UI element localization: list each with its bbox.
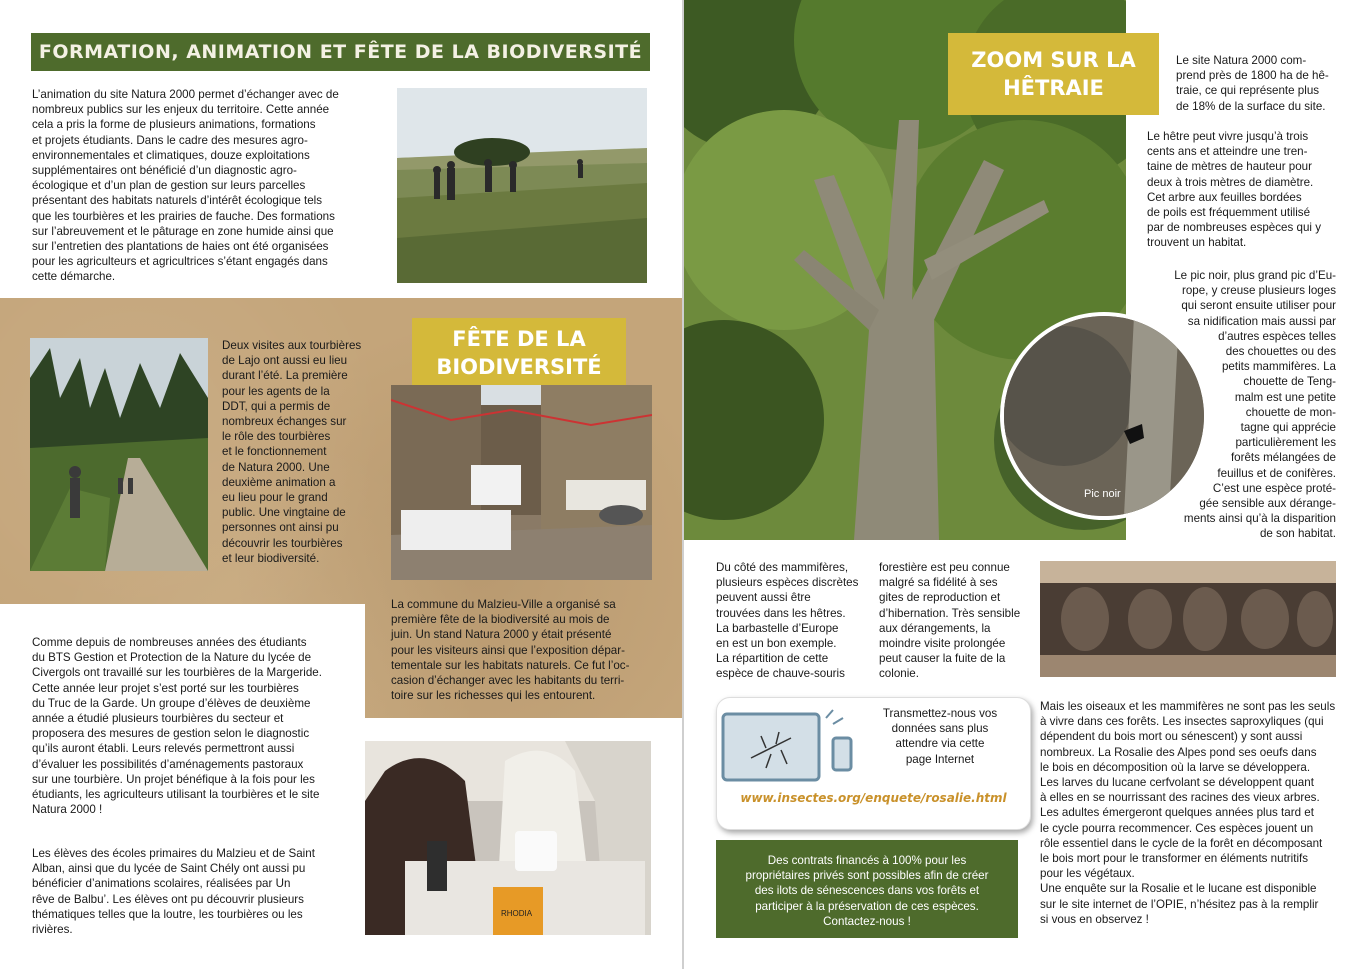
- text-line: découvrir les tourbières: [222, 536, 343, 550]
- text-line: C’est une espèce proté-: [1212, 481, 1336, 495]
- text-line: données sans plus: [891, 722, 989, 736]
- bats-photo: [1040, 561, 1336, 677]
- text-line: sa nidification mais aussi par: [1187, 314, 1336, 328]
- hikers-photo: [397, 88, 647, 283]
- text-line: et leur biodiversité.: [222, 551, 320, 565]
- contracts-callout: [716, 840, 1018, 938]
- text-line: Transmettez-nous vos: [882, 707, 998, 720]
- text-line: qui seront ensuite utiliser pour: [1181, 299, 1336, 313]
- text-line: par de nombreuses espèces qui y: [1147, 221, 1322, 235]
- text-line: eu lieu pour le grand: [222, 491, 328, 505]
- text-line: trouvent un habitat.: [1147, 236, 1247, 250]
- text-line: première fête de la biodiversité au mois de: [391, 613, 610, 627]
- text-line: que les tourbières et les prairies de fauche. Des formations: [32, 209, 335, 223]
- text-line: cents ans et atteindre une tren-: [1147, 145, 1308, 159]
- text-line: pour les agriculteurs et agricultrices s’étant engagés dans: [32, 255, 328, 269]
- text-line: Les adultes émergeront quelques années plus tard et: [1040, 806, 1314, 820]
- text-line: Les larves du lucane cerfvolant se développent quant: [1040, 776, 1314, 790]
- text-line: malgré sa fidélité à ses: [879, 576, 998, 590]
- text-line: feuillus et de conifères.: [1217, 466, 1336, 480]
- rosalie-survey-card[interactable]: [716, 697, 1031, 830]
- pic-noir-caption: Pic noir: [1084, 488, 1121, 500]
- text-line: durant l’été. La première: [222, 369, 348, 383]
- text-line: taine de mètres de hauteur pour: [1147, 160, 1312, 174]
- text-line: malm est une petite: [1234, 390, 1336, 404]
- text-line: et projets étudiants. Dans le cadre des mesures agro-: [32, 133, 308, 147]
- text-line: Le hêtre peut vivre jusqu’à trois: [1147, 130, 1309, 143]
- text-line: tagne qui apprécie: [1240, 421, 1336, 435]
- fete-title-box: [412, 318, 626, 388]
- text-line: Du côté des mammifères,: [716, 561, 849, 574]
- text-line: d’hibernation. Très sensible: [879, 606, 1021, 620]
- mammals-col2: [879, 560, 1028, 682]
- text-line: en est un bon exemple.: [716, 637, 837, 651]
- text-line: de son habitat.: [1259, 527, 1336, 541]
- lajo-path-photo: [30, 338, 208, 571]
- text-line: nombreux publics sur les enjeux du territoire. Cette année: [32, 103, 330, 117]
- text-line: La répartition de cette: [716, 652, 829, 666]
- text-line: présentant des habitats naturels d’intérêt écologique tels: [32, 194, 323, 208]
- text-line: nombreux. La Rosalie des Alpes pond ses oeufs dans: [1040, 745, 1317, 759]
- text-line: gée sensible aux dérange-: [1199, 497, 1336, 511]
- text-line: à vivre dans ces forêts. Les insectes saproxyliques (qui: [1040, 715, 1324, 729]
- text-line: tementale sur les habitats naturels. Ce fut l’oc-: [391, 658, 630, 672]
- text-line: moindre visite prolongée: [879, 637, 1006, 651]
- contracts-callout-text: [716, 853, 1018, 929]
- text-line: rêve de Balbu’. Les élèves ont pu découvrir plusieurs: [32, 892, 304, 906]
- text-line: Une enquête sur la Rosalie et le lucane est disponible: [1040, 882, 1317, 896]
- text-line: colonie.: [879, 667, 919, 681]
- zoom-title-box: [948, 33, 1159, 115]
- text-line: le bois mort pour le transformer en éléments nutritifs: [1040, 852, 1309, 866]
- fete-title-line2: BIODIVERSITÉ: [436, 355, 602, 379]
- text-line: La commune du Malzieu-Ville a organisé sa: [391, 598, 616, 611]
- text-line: des ilots de sénescences dans vos forêts et: [754, 884, 980, 898]
- text-line: DDT, qui a permis de: [222, 399, 331, 413]
- text-line: cela a pris la forme de plusieurs animations, formations: [32, 118, 316, 132]
- text-line: Cet arbre aux feuilles bordées: [1147, 190, 1302, 204]
- computer-insect-icon: [721, 708, 861, 788]
- text-line: personnes ont ainsi pu: [222, 521, 339, 535]
- text-line: forêts mélangées de: [1230, 451, 1336, 465]
- text-line: des chouettes ou des: [1225, 345, 1336, 359]
- text-line: d’autres espèces telles: [1218, 329, 1336, 343]
- text-line: deuxième animation a: [222, 475, 336, 489]
- text-line: de poils est fréquemment utilisé: [1147, 206, 1311, 220]
- text-line: d’évaluer les possibilités d’aménagements pastoraux: [32, 757, 304, 771]
- text-line: petits mammifères. La: [1221, 360, 1336, 374]
- text-line: Contactez-nous !: [823, 914, 911, 928]
- text-line: casion d’échanger avec les habitants du terri-: [391, 674, 625, 688]
- text-line: ments ainsi qu’à la disparition: [1183, 512, 1336, 526]
- text-line: espèce de chauve-souris: [716, 667, 845, 681]
- text-line: chouette de Teng-: [1243, 375, 1336, 389]
- text-line: pour les agents de la: [222, 384, 330, 398]
- text-line: de 18% de la surface du site.: [1176, 99, 1326, 113]
- text-line: Mais les oiseaux et les mammifères ne sont pas les seuls: [1040, 700, 1336, 713]
- text-line: public. Une vingtaine de: [222, 506, 346, 520]
- text-line: La barbastelle d’Europe: [716, 621, 839, 635]
- text-line: propriétaires privés sont possibles afin de créer: [745, 869, 989, 883]
- text-line: sur l’abreuvement et le pâturage en zone humide ainsi que: [32, 224, 334, 238]
- text-line: trouvées dans les hêtres.: [716, 606, 846, 620]
- text-line: Civergols ont travaillé sur les tourbières de la Margeride.: [32, 666, 322, 680]
- text-line: attendre via cette: [895, 737, 985, 751]
- text-line: qu’ils auront établi. Leurs relevés permettront aussi: [32, 742, 295, 756]
- text-line: et le fonctionnement: [222, 445, 327, 459]
- text-line: page Internet: [905, 752, 975, 766]
- text-line: proposera des mesures de gestion selon le diagnostic: [32, 727, 310, 741]
- students-microscope-photo: [365, 741, 651, 935]
- text-line: bénéficier d’animations scolaires, réalisées par Un: [32, 877, 291, 891]
- text-line: sur l’entretien des plantations de haies ont été organisées: [32, 240, 329, 254]
- text-line: Cette année leur projet s’est porté sur les tourbières: [32, 681, 299, 695]
- text-line: cette démarche.: [32, 270, 116, 284]
- section-heading: FORMATION, ANIMATION ET FÊTE DE LA BIODIVERSITÉ: [38, 41, 643, 63]
- text-line: sur une tourbière. Un projet bénéfique à la fois pour les: [32, 772, 315, 786]
- text-line: si vous en observez !: [1040, 912, 1149, 926]
- text-line: traie, ce qui représente plus: [1176, 84, 1320, 98]
- lajo-paragraph: [222, 338, 365, 566]
- fete-village-photo: [391, 385, 652, 580]
- text-line: Les élèves des écoles primaires du Malzieu et de Saint: [32, 847, 315, 860]
- text-line: Natura 2000 !: [32, 803, 103, 817]
- text-line: Le pic noir, plus grand pic d’Eu-: [1174, 269, 1336, 282]
- hetraie-beech-paragraph: [1147, 129, 1336, 251]
- text-line: toire sur les richesses qui les entourent.: [391, 689, 596, 703]
- text-line: forestière est peu connue: [879, 561, 1010, 574]
- text-line: aux dérangements, la: [879, 621, 991, 635]
- white-inset-2: [365, 718, 682, 740]
- insects-paragraph: [1040, 699, 1336, 927]
- pic-noir-photo: [1000, 312, 1208, 520]
- notebook-label: RHODIA: [501, 909, 533, 918]
- text-line: prend près de 1800 ha de hê-: [1176, 69, 1329, 83]
- mammals-col1: [716, 560, 866, 682]
- text-line: rivières.: [32, 923, 73, 937]
- text-line: du Truc de la Garde. Un groupe d’élèves de deuxième: [32, 696, 311, 710]
- text-line: nombreux échanges sur: [222, 415, 347, 429]
- text-line: année a étudié plusieurs tourbières du secteur et: [32, 712, 284, 726]
- text-line: pour les visiteurs ainsi que l’exposition dépar-: [391, 643, 625, 657]
- text-line: deux à trois mètres de diamètre.: [1147, 175, 1314, 189]
- hetraie-intro-paragraph: [1176, 53, 1336, 114]
- text-line: participer à la préservation de ces espèces.: [755, 899, 979, 913]
- text-line: Le site Natura 2000 com-: [1176, 54, 1307, 67]
- text-line: juin. Un stand Natura 2000 y était présenté: [391, 628, 612, 642]
- text-line: à elles en se nourrissant des racines des vieux arbres.: [1040, 791, 1320, 805]
- text-line: Comme depuis de nombreuses années des étudiants: [32, 636, 307, 649]
- section-heading-band: [31, 33, 650, 71]
- schools-paragraph: [32, 846, 341, 937]
- text-line: le bois en décomposition où la larve se développera.: [1040, 760, 1311, 774]
- text-line: gites de reproduction et: [879, 591, 1001, 605]
- text-line: étudiants, les agriculteurs utilisant la tourbières et le site: [32, 788, 320, 802]
- text-line: environnementales et climatiques, douze exploitations: [32, 148, 310, 162]
- intro-paragraph: [32, 87, 365, 285]
- text-line: rôle essentiel dans le cycle de la forêt en décomposant: [1040, 836, 1323, 850]
- text-line: peut causer la fuite de la: [879, 652, 1006, 666]
- fete-title-line1: FÊTE DE LA: [452, 327, 586, 351]
- text-line: L’animation du site Natura 2000 permet d’échanger avec de: [32, 88, 339, 101]
- fete-paragraph: [391, 597, 651, 703]
- text-line: dépendent du bois mort ou sénescent) y sont aussi: [1040, 730, 1303, 744]
- zoom-title-line1: ZOOM SUR LA: [971, 48, 1136, 72]
- text-line: sur le site internet de l’OPIE, n’hésitez pas à la remplir: [1040, 897, 1319, 911]
- text-line: plusieurs espèces discrètes: [716, 576, 859, 590]
- rosalie-survey-link[interactable]: www.insectes.org/enquete/rosalie.html: [740, 791, 1007, 805]
- text-line: Des contrats financés à 100% pour les: [767, 854, 967, 867]
- text-line: Deux visites aux tourbières: [222, 339, 362, 352]
- zoom-title-line2: HÊTRAIE: [1003, 76, 1104, 100]
- text-line: thématiques telles que la loutre, les tourbières ou les: [32, 907, 303, 921]
- text-line: écologique et d’un plan de gestion sur leurs parcelles: [32, 179, 306, 193]
- text-line: supplémentaires ont bénéficié d’un diagnostic agro-: [32, 164, 297, 178]
- text-line: Alban, ainsi que du lycée de Saint Chély ont aussi pu: [32, 862, 306, 876]
- text-line: le cycle pourra recommencer. Ces espèces jouent un: [1040, 821, 1314, 835]
- text-line: rope, y creuse plusieurs loges: [1181, 284, 1336, 298]
- bts-paragraph: [32, 635, 341, 817]
- text-line: pour les végétaux.: [1040, 867, 1135, 881]
- text-line: peuvent aussi être: [716, 591, 811, 605]
- text-line: de Natura 2000. Une: [222, 460, 330, 474]
- text-line: chouette de mon-: [1245, 405, 1336, 419]
- text-line: de Lajo ont aussi eu lieu: [222, 354, 348, 368]
- text-line: du BTS Gestion et Protection de la Nature du lycée de: [32, 651, 312, 665]
- card-text: [865, 706, 1015, 767]
- text-line: le rôle des tourbières: [222, 430, 331, 444]
- text-line: particulièrement les: [1235, 436, 1336, 450]
